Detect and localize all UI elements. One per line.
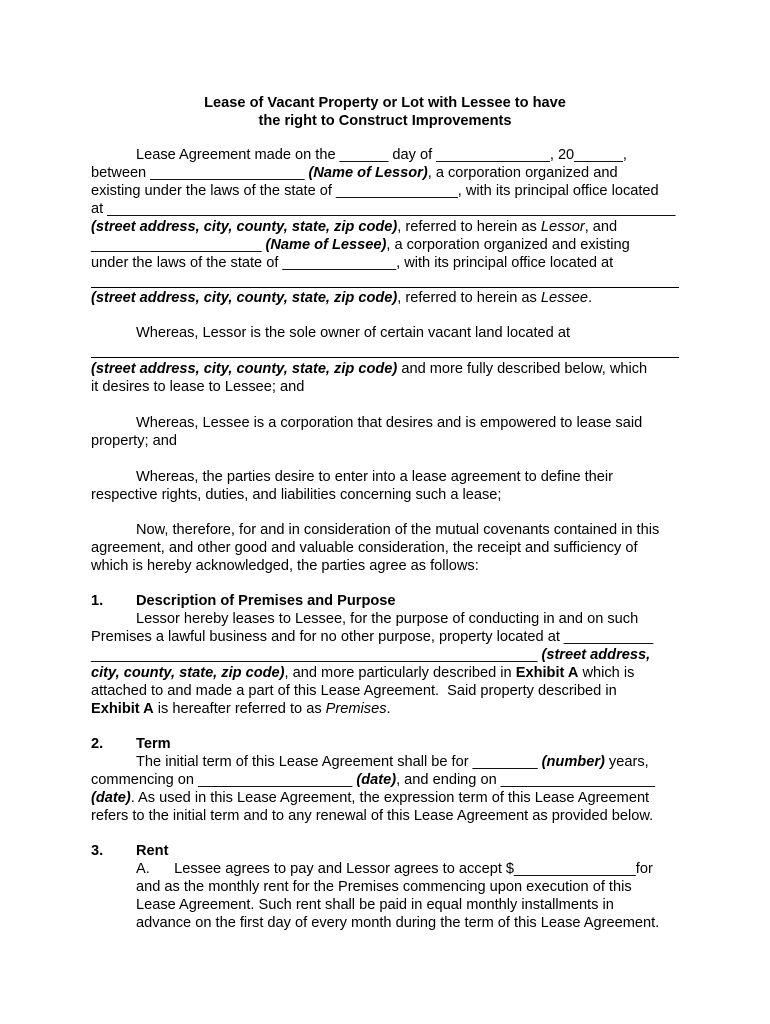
section-line: city, county, state, zip code), and more particularly described in Exhibit A which is: [91, 665, 635, 681]
whereas-line: property; and: [91, 433, 177, 449]
intro-line: Lease Agreement made on the ______ day of ______________, 20______,: [136, 147, 627, 163]
now-therefore-line: agreement, and other good and valuable consideration, the receipt and sufficiency of: [91, 540, 638, 556]
section-line: A. Lessee agrees to pay and Lessor agrees to accept $_______________for: [136, 861, 653, 877]
whereas-line: it desires to lease to Lessee; and: [91, 379, 305, 395]
intro-line: between ___________________ (Name of Lessor), a corporation organized and: [91, 165, 618, 181]
section-line: attached to and made a part of this Lease Agreement. Said property described in: [91, 683, 617, 699]
section-number: 2.: [91, 736, 104, 752]
section-line: _______________________________________________________ (street address,: [91, 647, 651, 663]
intro-line: under the laws of the state of ______________, with its principal office located at: [91, 255, 614, 271]
section-number: 1.: [91, 593, 104, 609]
whereas-line: Whereas, Lessor is the sole owner of certain vacant land located at: [136, 325, 570, 341]
whereas-line: Whereas, the parties desire to enter into a lease agreement to define their: [136, 469, 614, 485]
section-line: Exhibit A is hereafter referred to as Premises.: [91, 701, 391, 717]
section-heading: Term: [136, 736, 171, 752]
whereas-line: Whereas, Lessee is a corporation that desires and is empowered to lease said: [136, 415, 643, 431]
now-therefore-line: Now, therefore, for and in consideration of the mutual covenants contained in this: [136, 522, 660, 538]
blank-rule: [91, 287, 679, 288]
intro-line: _____________________ (Name of Lessee), a corporation organized and existing: [91, 237, 630, 253]
whereas-line: (street address, city, county, state, zip code) and more fully described below, which: [91, 361, 648, 377]
section-line: Premises a lawful business and for no other purpose, property located at ___________: [91, 629, 654, 645]
intro-line: (street address, city, county, state, zip code), referred to herein as Lessee.: [91, 290, 593, 306]
intro-line: existing under the laws of the state of _______________, with its principal office located: [91, 183, 659, 199]
section-line: refers to the initial term and to any renewal of this Lease Agreement as provided below.: [91, 808, 654, 824]
section-line: commencing on ___________________ (date), and ending on ___________________: [91, 772, 655, 788]
document-title-line-1: Lease of Vacant Property or Lot with Lessee to have: [204, 95, 566, 111]
section-line: The initial term of this Lease Agreement shall be for ________ (number) years,: [136, 754, 649, 770]
section-line: advance on the first day of every month during the term of this Lease Agreement.: [136, 915, 660, 931]
section-heading: Rent: [136, 843, 169, 859]
document-title-line-2: the right to Construct Improvements: [258, 113, 512, 129]
section-line: and as the monthly rent for the Premises commencing upon execution of this: [136, 879, 632, 895]
section-line: Lease Agreement. Such rent shall be paid in equal monthly installments in: [136, 897, 614, 913]
blank-rule: [91, 357, 679, 358]
section-number: 3.: [91, 843, 104, 859]
section-line: (date). As used in this Lease Agreement, the expression term of this Lease Agreement: [91, 790, 650, 806]
intro-line: at ______________________________________________________________________: [91, 201, 676, 217]
intro-line: (street address, city, county, state, zip code), referred to herein as Lessor, and: [91, 219, 618, 235]
now-therefore-line: which is hereby acknowledged, the parties agree as follows:: [91, 558, 479, 574]
section-heading: Description of Premises and Purpose: [136, 593, 396, 609]
section-line: Lessor hereby leases to Lessee, for the purpose of conducting in and on such: [136, 611, 639, 627]
whereas-line: respective rights, duties, and liabilities concerning such a lease;: [91, 487, 502, 503]
